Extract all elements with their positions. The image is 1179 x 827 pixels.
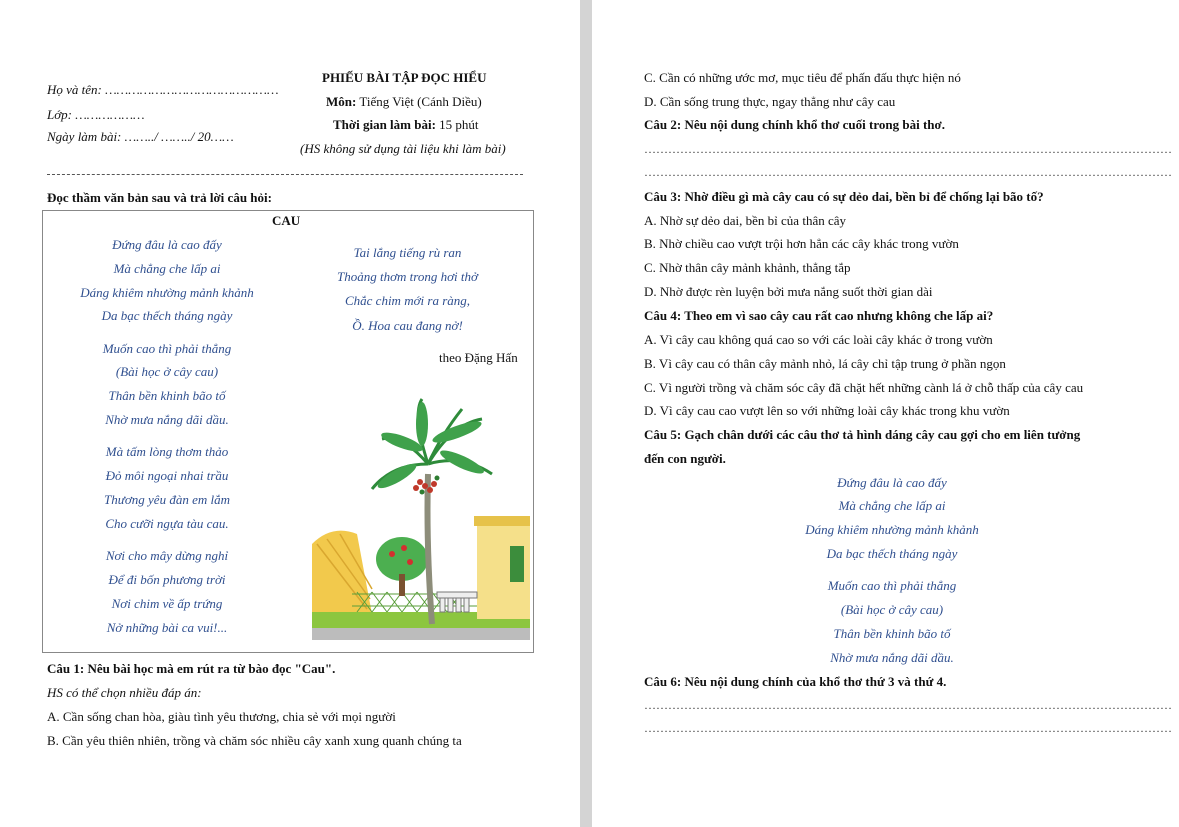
garden-path bbox=[312, 628, 530, 640]
question-2-title: Câu 2: Nêu nội dung chính khổ thơ cuối trong bài thơ. bbox=[644, 117, 945, 132]
question-5-poem-line[interactable]: Đứng đâu là cao đấy bbox=[837, 475, 947, 490]
poem-line: Tai lắng tiếng rù ran bbox=[353, 245, 462, 260]
poem-line: Thương yêu đàn em lắm bbox=[104, 492, 230, 507]
poem-line: Đứng đâu là cao đấy bbox=[112, 237, 222, 252]
poem-line: Nhờ mưa nắng dãi dầu. bbox=[105, 412, 229, 427]
question-1-option-a[interactable]: A. Cần sống chan hòa, giàu tình yêu thương, chia sẻ với mọi người bbox=[47, 709, 396, 724]
question-3-title: Câu 3: Nhờ điều gì mà cây cau có sự dẻo dai, bền bỉ để chống lại bão tố? bbox=[644, 189, 1044, 204]
question-3-option-c[interactable]: C. Nhờ thân cây mảnh khảnh, thẳng tắp bbox=[644, 260, 851, 275]
student-class-field: Lớp: ……………… bbox=[47, 107, 145, 122]
question-5-poem-line[interactable]: Thân bền khinh bão tố bbox=[833, 626, 951, 641]
question-1-option-b[interactable]: B. Cần yêu thiên nhiên, trồng và chăm sóc nhiều cây xanh xung quanh chúng ta bbox=[47, 733, 462, 748]
areca-palm-garden-illustration bbox=[312, 394, 530, 640]
question-5-poem-line[interactable]: Da bạc thếch tháng ngày bbox=[826, 546, 958, 561]
poem-line: Nở những bài ca vui!... bbox=[106, 620, 228, 635]
question-5-poem-line[interactable]: (Bài học ở cây cau) bbox=[840, 602, 944, 617]
question-5-poem-line[interactable]: Mà chẳng che lấp ai bbox=[838, 498, 946, 513]
time-line bbox=[333, 117, 479, 133]
time-label: Thời gian làm bài: bbox=[333, 117, 436, 132]
answer-line[interactable]: …………………………………………………………………………………………………………………… bbox=[644, 698, 1172, 712]
poem-line: Muốn cao thì phải thẳng bbox=[102, 341, 232, 356]
question-3-option-a[interactable]: A. Nhờ sự dẻo dai, bền bỉ của thân cây bbox=[644, 213, 847, 228]
student-name-field: Họ và tên: ……………………………………… bbox=[47, 82, 279, 97]
poem-line: Chắc chim mới ra ràng, bbox=[344, 293, 471, 308]
question-4-option-d[interactable]: D. Vì cây cau cao vượt lên so với những loài cây khác trong khu vườn bbox=[644, 403, 1010, 418]
poem-line: Dáng khiêm nhường mảnh khảnh bbox=[80, 285, 254, 300]
question-4-option-a[interactable]: A. Vì cây cau không quá cao so với các loài cây khác ở trong vườn bbox=[644, 332, 993, 347]
question-1-option-c[interactable]: C. Cần có những ước mơ, mục tiêu để phấn đấu thực hiện nó bbox=[644, 70, 961, 85]
house-roof bbox=[474, 516, 530, 526]
poem-line: Mà chẳng che lấp ai bbox=[113, 261, 221, 276]
poem-line: (Bài học ở cây cau) bbox=[115, 364, 219, 379]
subject-value: Tiếng Việt (Cánh Diều) bbox=[359, 94, 482, 109]
question-4-option-c[interactable]: C. Vì người trồng và chăm sóc cây đã chặt hết những cành lá ở chỗ thấp của cây cau bbox=[644, 380, 1084, 395]
question-1-hint: HS có thể chọn nhiều đáp án: bbox=[47, 685, 202, 700]
subject-line bbox=[326, 94, 482, 110]
poem-line: Nơi chim về ấp trứng bbox=[111, 596, 223, 611]
question-3-option-d[interactable]: D. Nhờ được rèn luyện bởi mưa nắng suốt thời gian dài bbox=[644, 284, 933, 299]
poem-line: Ồ. Hoa cau đang nở! bbox=[352, 318, 463, 333]
house-window bbox=[510, 546, 524, 582]
answer-line[interactable]: …………………………………………………………………………………………………………………… bbox=[644, 142, 1172, 156]
header-divider bbox=[47, 174, 523, 175]
answer-line[interactable]: …………………………………………………………………………………………………………………… bbox=[644, 165, 1172, 179]
question-1-title: Câu 1: Nêu bài học mà em rút ra từ bào đọc "Cau". bbox=[47, 661, 336, 676]
poem-author: theo Đặng Hấn bbox=[439, 350, 518, 365]
question-1-option-d[interactable]: D. Cần sống trung thực, ngay thẳng như cây cau bbox=[644, 94, 896, 109]
reading-instruction: Đọc thầm văn bản sau và trả lời câu hỏi: bbox=[47, 190, 272, 205]
no-materials-note: (HS không sử dụng tài liệu khi làm bài) bbox=[300, 141, 506, 156]
question-6-title: Câu 6: Nêu nội dung chính của khổ thơ thứ 3 và thứ 4. bbox=[644, 674, 947, 689]
poem-line: Mà tấm lòng thơm thảo bbox=[105, 444, 229, 459]
question-4-title: Câu 4: Theo em vì sao cây cau rất cao nhưng không che lấp ai? bbox=[644, 308, 994, 323]
right-page bbox=[592, 0, 1179, 827]
answer-line[interactable]: …………………………………………………………………………………………………………………… bbox=[644, 721, 1172, 735]
left-page bbox=[0, 0, 580, 827]
question-5-title-cont: đến con người. bbox=[644, 451, 726, 466]
poem-line: Nơi cho mây dừng nghỉ bbox=[105, 548, 229, 563]
question-5-poem-line[interactable]: Nhờ mưa nắng dãi dầu. bbox=[830, 650, 954, 665]
poem-line: Da bạc thếch tháng ngày bbox=[101, 308, 233, 323]
page-gutter bbox=[580, 0, 592, 827]
time-value: 15 phút bbox=[439, 117, 479, 132]
poem-line: Thoảng thơm trong hơi thở bbox=[337, 269, 478, 284]
question-5-title: Câu 5: Gạch chân dưới các câu thơ tả hình dáng cây cau gợi cho em liên tưởng bbox=[644, 427, 1081, 442]
worksheet-title: PHIẾU BÀI TẬP ĐỌC HIỂU bbox=[322, 70, 487, 85]
poem-title: CAU bbox=[272, 213, 301, 228]
poem-line: Cho cưỡi ngựa tàu cau. bbox=[105, 516, 229, 531]
subject-label: Môn: bbox=[326, 94, 357, 109]
test-date-field: Ngày làm bài: ……../ ……../ 20…… bbox=[47, 129, 234, 144]
question-3-option-b[interactable]: B. Nhờ chiều cao vượt trội hơn hẳn các cây khác trong vườn bbox=[644, 236, 959, 251]
poem-line: Để đi bốn phương trời bbox=[108, 572, 226, 587]
question-5-poem-line[interactable]: Muốn cao thì phải thẳng bbox=[827, 578, 957, 593]
poem-line: Thân bền khinh bão tố bbox=[108, 388, 226, 403]
question-5-poem-line[interactable]: Dáng khiêm nhường mảnh khảnh bbox=[805, 522, 979, 537]
poem-line: Đỏ môi ngoại nhai trầu bbox=[105, 468, 229, 483]
question-4-option-b[interactable]: B. Vì cây cau có thân cây mảnh nhỏ, lá cây chỉ tập trung ở phần ngọn bbox=[644, 356, 1006, 371]
